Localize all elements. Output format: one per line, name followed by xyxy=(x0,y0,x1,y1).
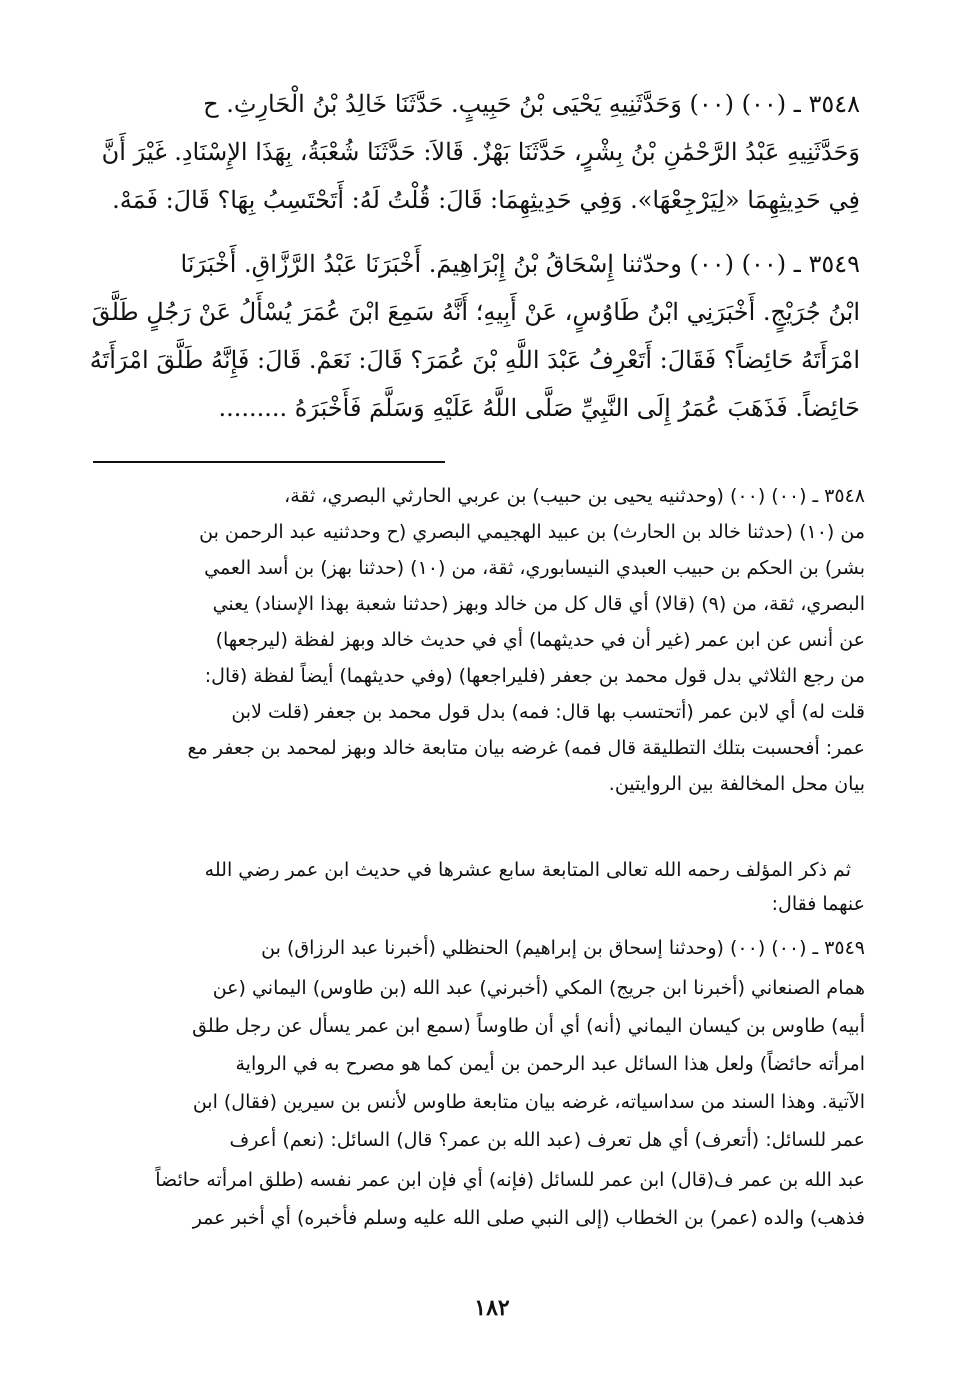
hadith-3548-line-2: وَحَدَّثَنِيهِ عَبْدُ الرَّحْمَٰنِ بْنُ بِشْرٍ، حَدَّثَنَا بَهْزٌ. قَالاَ: حَدَّثَنَا شُعْبَةُ، بِهَذَا الإِسْنَادِ. غَيْرَ أَنَّ xyxy=(101,138,860,166)
hadith-3548-line-3: فِي حَدِيثِهِمَا «لِيَرْجِعْهَا». وَفِي حَدِيثِهِمَا: قَالَ: قُلْتُ لَهُ: أَتَحْتَسِبُ بِهَا؟ قَالَ: فَمَهْ. xyxy=(112,186,860,214)
commentary-line: من رجع الثلاثي بدل قول محمد بن جعفر (فليراجعها) (وفي حديثهما) أيضاً لفظة (قال: xyxy=(204,665,865,687)
hadith-3548-text xyxy=(85,80,860,230)
page-number: ١٨٢ xyxy=(474,1295,510,1321)
commentary-line: ثم ذكر المؤلف رحمه الله تعالى المتابعة سابع عشرها في حديث ابن عمر رضي الله xyxy=(204,859,851,881)
hadith-3549-line-3: امْرَأَتَهُ حَائِضاً؟ فَقَالَ: أَتَعْرِفُ عَبْدَ اللَّهِ بْنَ عُمَرَ؟ قَالَ: نَعَمْ. قَالَ: فَإِنَّهُ طَلَّقَ امْرَأَتَهُ xyxy=(89,346,860,374)
commentary-line: امرأته حائضاً) ولعل هذا السائل عبد الرحمن بن أيمن كما هو مصرح به في الرواية xyxy=(235,1053,865,1075)
hadith-3549-line-2: ابْنُ جُرَيْجٍ. أَخْبَرَنِي ابْنُ طَاوُسٍ، عَنْ أَبِيهِ؛ أَنَّهُ سَمِعَ ابْنَ عُمَرَ يُسْأَلُ عَنْ رَجُلٍ طَلَّقَ xyxy=(91,298,860,326)
commentary-line: عنهما فقال: xyxy=(771,893,865,915)
commentary-3549 xyxy=(80,930,865,1280)
commentary-line: قلت له) أي لابن عمر (أتحتسب بها قال: فمه) بدل قول محمد بن جعفر (قلت لابن xyxy=(231,701,865,723)
commentary-line: الآتية. وهذا السند من سداسياته، غرضه بيان متابعة طاوس لأنس بن سيرين (فقال) ابن xyxy=(192,1091,865,1113)
commentary-line: عبد الله بن عمر ف(قال) ابن عمر للسائل (فإنه) أي فإن ابن عمر نفسه (طلق امرأته حائضاً xyxy=(155,1169,865,1191)
commentary-line: عن أنس عن ابن عمر (غير أن في حديثهما) أي في حديث خالد وبهز لفظة (ليرجعها) xyxy=(215,629,865,651)
commentary-line: فذهب) والده (عمر) بن الخطاب (إلى النبي صلى الله عليه وسلم فأخبره) أي أخبر عمر xyxy=(192,1207,865,1229)
hadith-3549-line-1: ٣٥٤٩ ـ (٠٠) (٠٠) وحدّثنا إِسْحَاقُ بْنُ إِبْرَاهِيمَ. أَخْبَرَنَا عَبْدُ الرَّزَّاقِ. أَخْبَرَنَا xyxy=(180,250,860,278)
commentary-line: ٣٥٤٨ ـ (٠٠) (٠٠) (وحدثنيه يحيى بن حبيب) بن عربي الحارثي البصري، ثقة، xyxy=(284,485,865,507)
commentary-line: البصري، ثقة، من (٩) (قالا) أي قال كل من خالد وبهز (حدثنا شعبة بهذا الإسناد) يعني xyxy=(212,593,865,615)
commentary-line: أبيه) طاوس بن كيسان اليماني (أنه) أي أن طاوساً (سمع ابن عمر يسأل عن رجل طلق xyxy=(192,1015,865,1037)
commentary-line: عمر: أفحسبت بتلك التطليقة قال فمه) غرضه بيان متابعة خالد وبهز لمحمد بن جعفر مع xyxy=(187,737,865,759)
hadith-3548-line-1: ٣٥٤٨ ـ (٠٠) (٠٠) وَحَدَّثَنِيهِ يَحْيَى بْنُ حَبِيبٍ. حَدَّثَنَا خَالِدُ بْنُ الْحَارِثِ. ح xyxy=(203,90,860,118)
commentary-line: ٣٥٤٩ ـ (٠٠) (٠٠) (وحدثنا إسحاق بن إبراهيم) الحنظلي (أخبرنا عبد الرزاق) بن xyxy=(261,937,865,959)
commentary-line: بيان محل المخالفة بين الروايتين. xyxy=(608,773,865,795)
commentary-3548 xyxy=(80,478,865,808)
commentary-line: همام الصنعاني (أخبرنا ابن جريج) المكي (أخبرني) عبد الله (بن طاوس) اليماني (عن xyxy=(212,977,865,999)
section-divider xyxy=(93,461,445,463)
commentary-line: من (١٠) (حدثنا خالد بن الحارث) بن عبيد الهجيمي البصري (ح وحدثنيه عبد الرحمن بن xyxy=(199,521,865,543)
commentary-line: عمر للسائل: (أتعرف) أي هل تعرف (عبد الله بن عمر؟ قال) السائل: (نعم) أعرف xyxy=(229,1129,865,1151)
hadith-3549-line-4: حَائِضاً. فَذَهَبَ عُمَرُ إِلَى النَّبِيِّ صَلَّى اللَّهُ عَلَيْهِ وَسَلَّمَ فَأَخْبَرَهُ ......... xyxy=(218,394,860,422)
transition-paragraph xyxy=(80,852,865,924)
commentary-line: بشر) بن الحكم بن حبيب العبدي النيسابوري، ثقة، من (١٠) (حدثنا بهز) بن أسد العمي xyxy=(204,557,865,579)
hadith-3549-text xyxy=(85,240,860,440)
